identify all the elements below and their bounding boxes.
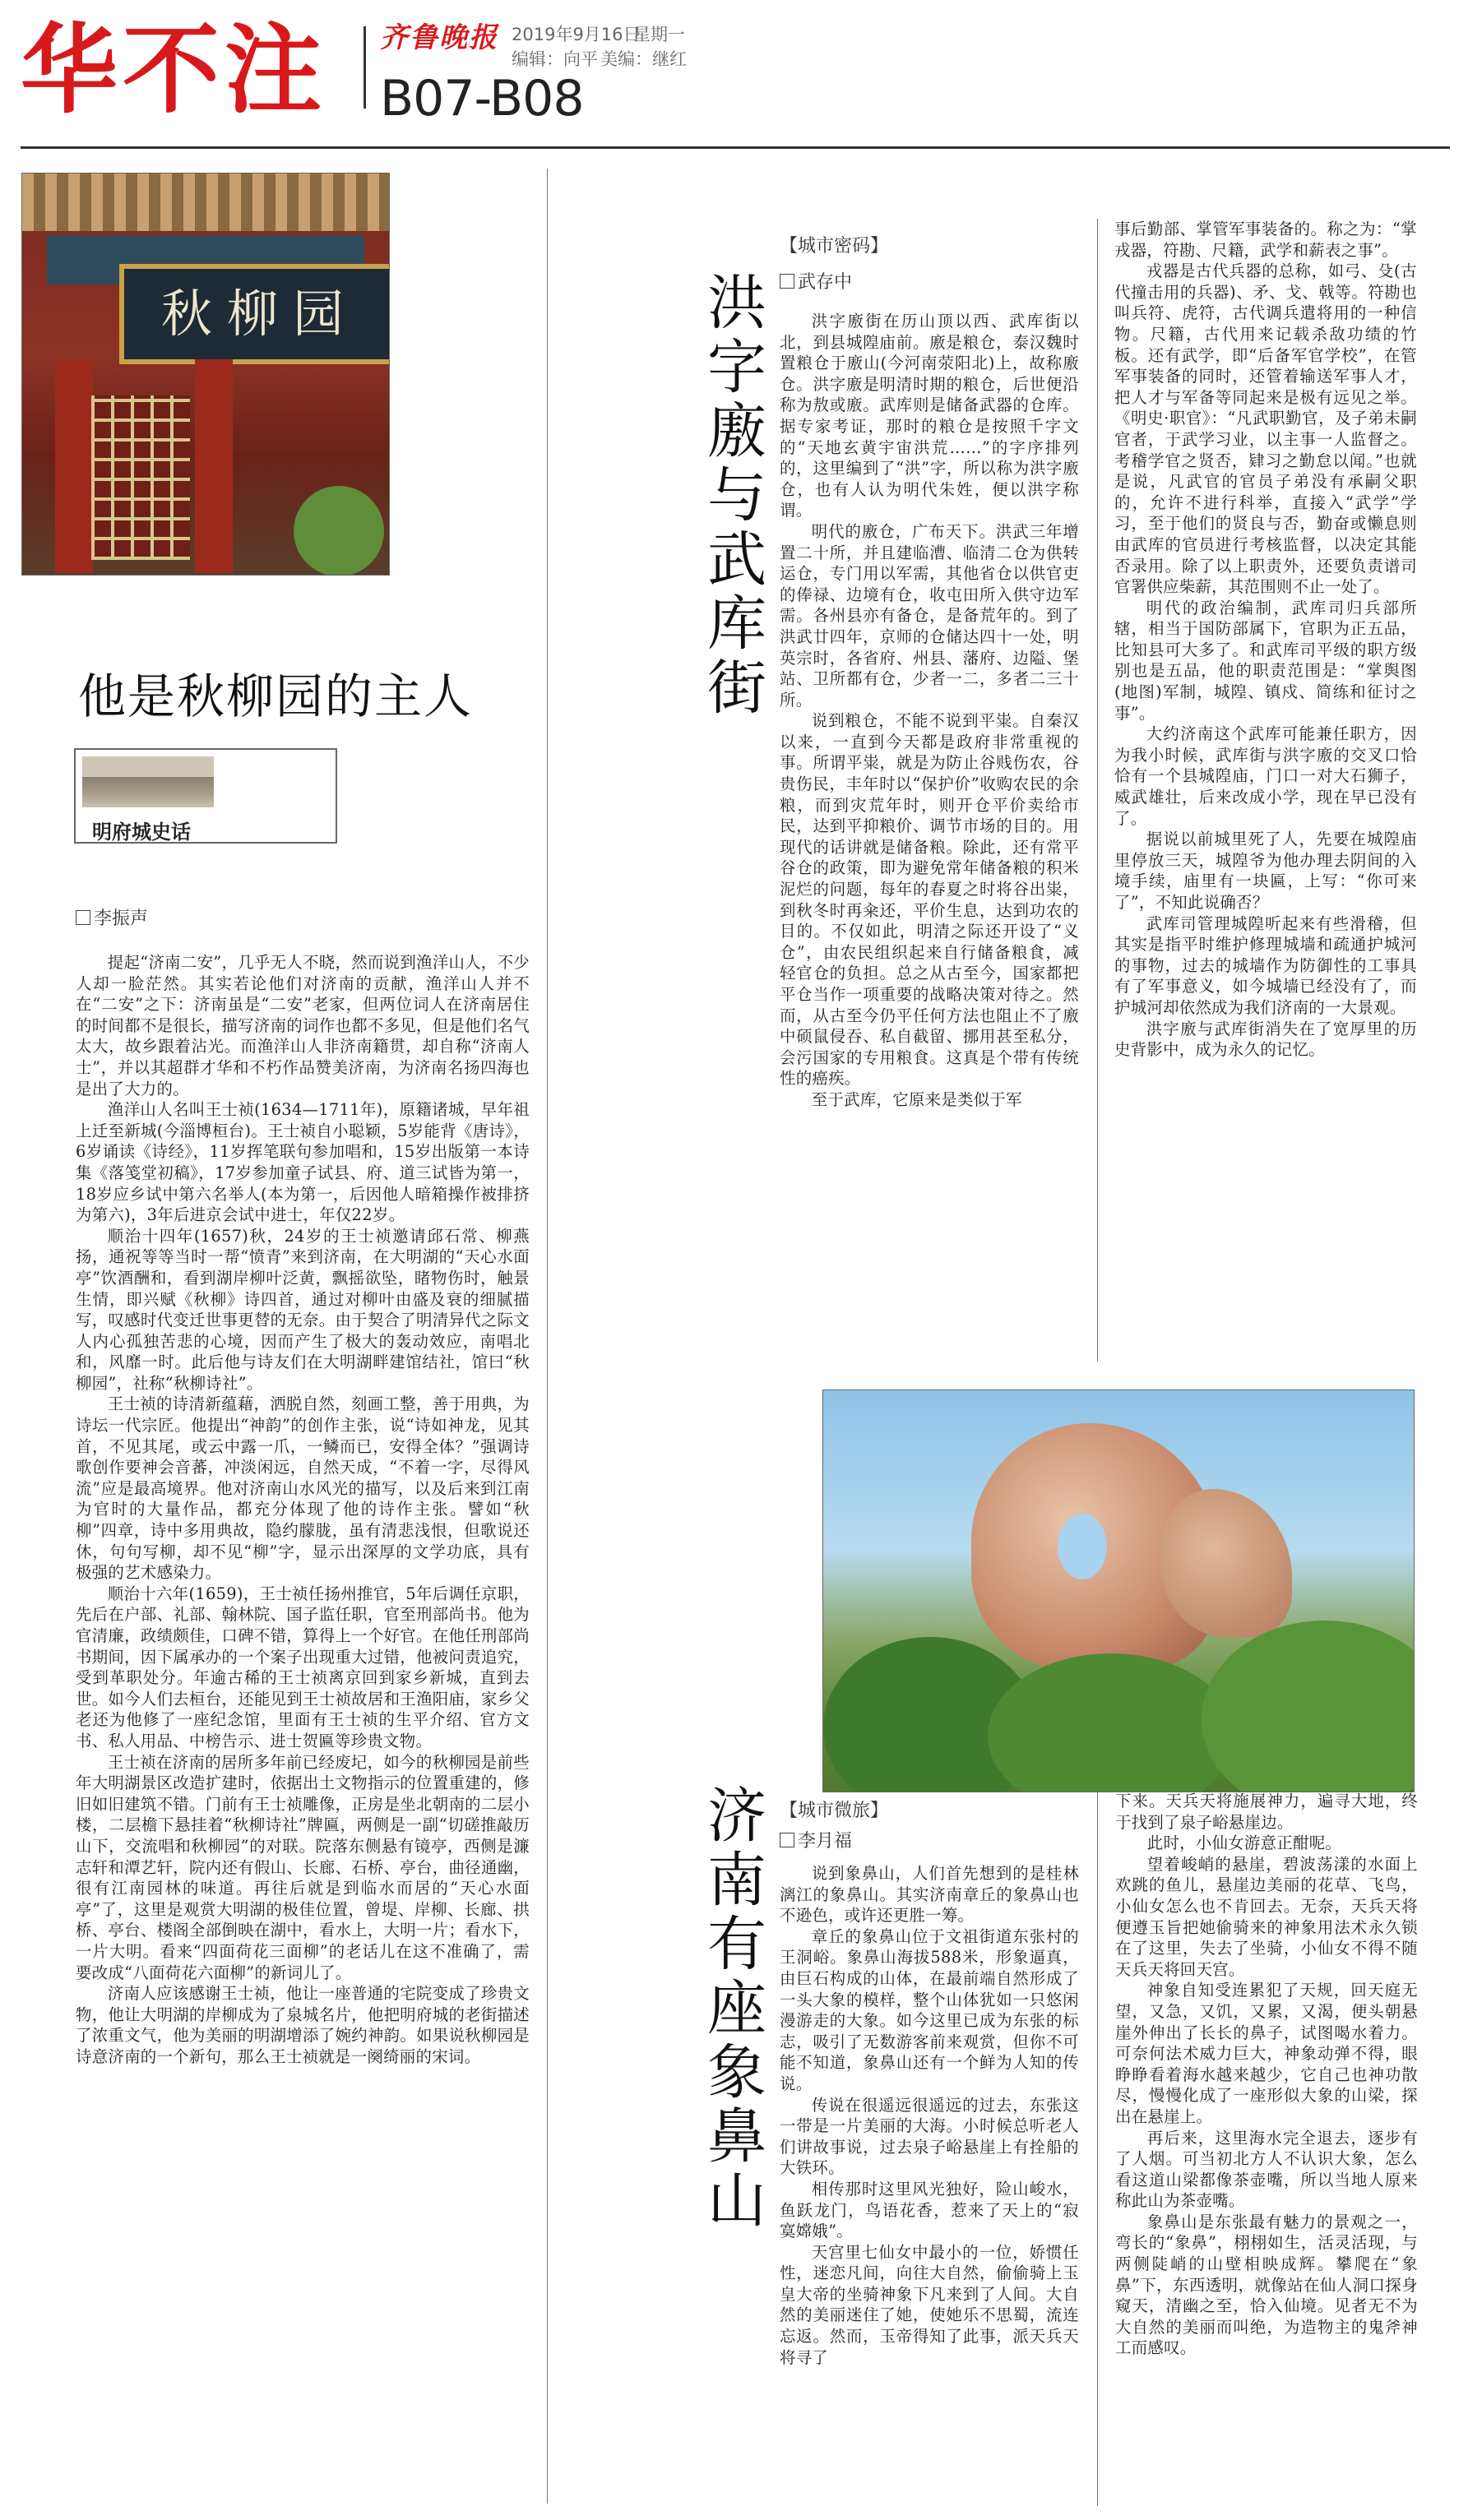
header-divider (364, 26, 366, 109)
article-body (76, 952, 530, 2498)
header-rule (21, 146, 1450, 149)
column-logo (74, 748, 337, 844)
column-separator (1097, 1791, 1098, 2506)
paragraph: 望着峻峭的悬崖，碧波荡漾的水面上欢跳的鱼儿，悬崖边美丽的花草、飞鸟，小仙女怎么也不肯回去。无奈，天兵天将便遵玉旨把她偷骑来的神象用法术永久锁在了这里，失去了坐骑，小仙女不得不随天兵天将回天宫。 (1115, 1854, 1418, 1979)
page-numbers: B07-B08 (380, 70, 584, 127)
section-title: 华不注 (21, 13, 327, 127)
column-tag: 【城市微旅】 (780, 1801, 889, 1821)
gate-pillar (195, 359, 233, 573)
issue-date: 2019年9月16日 (512, 25, 641, 44)
column-tag: 【城市密码】 (780, 236, 889, 257)
paragraph: 事后勤部、掌管军事装备的。称之为：“掌戎器，符勘、尺籍，武学和薪表之事”。 (1114, 220, 1417, 260)
tree (294, 486, 384, 576)
paragraph: 大约济南这个武库可能兼任职方，因为我小时候，武库街与洪字廒的交叉口恰恰有一个县城隍庙，门口一对大石狮子，威武雄壮，后来改成小学，现在早已没有了。 (1114, 724, 1417, 828)
author-name: 武存中 (798, 272, 853, 293)
paragraph: 据说以前城里死了人，先要在城隍庙里停放三天，城隍爷为他办理去阴间的入境手续，庙里有一块匾，上写：“你可来了”，不知此说确否？ (1114, 830, 1417, 912)
article-body-col2 (1115, 1791, 1418, 2506)
article-body-col1 (780, 311, 1079, 1332)
gate-plaque: 秋柳园 (119, 264, 390, 364)
editor-credit: 编辑：向平 (512, 49, 598, 69)
article-body-col1 (780, 1863, 1079, 2504)
paragraph: 顺治十六年(1659)，王士祯任扬州推官，5年后调任京职，先后在户部、礼部、翰林院、国子监任职，官至刑部尚书。他为官清廉，政绩颇佳，口碑不错，算得上一个好官。在他任刑部尚书期间，因下属承办的一个案子出现重大过错，他被问责追究，受到革职处分。年逾古稀的王士祯离京回到家乡新城，直到去世。如今人们去桓台，还能见到王士祯故居和王渔阳庙，家乡父老还为他修了一座纪念馆，里面有王士祯的生平介绍、官方文书、私人用品、中榜告示、进士贺匾等珍贵文物。 (76, 1584, 530, 1750)
article-body-col2 (1114, 219, 1417, 1363)
paragraph: 渔洋山人名叫王士祯(1634—1711年)，原籍诸城，早年祖上迁至新城(今淄博桓台)。王士祯自小聪颖，5岁能背《唐诗》，6岁诵读《诗经》，11岁挥笔联句参加唱和，15岁出版第一本诗集《落笺堂初稿》，17岁参加童子试县、府、道三试皆为第一，18岁应乡试中第六名举人(本为第一，后因他人暗箱操作被排挤为第六)，3年后进京会试中进士，年仅22岁。 (76, 1100, 530, 1225)
paragraph: 再后来，这里海水完全退去，逐步有了人烟。可当初北方人不认识大象，怎么看这道山梁都像茶壶嘴，所以当地人原来称此山为茶壶嘴。 (1115, 2128, 1418, 2211)
paragraph: 神象自知受连累犯了天规，回天庭无望，又急，又饥，又累，又渴，便头朝悬崖外伸出了长长的鼻子，试图喝水着力。可奈何法术威力巨大，神象动弹不得，眼睁睁看着海水越来越少，它自己也神功散尽，慢慢化成了一座形似大象的山梁，探出在悬崖上。 (1115, 1981, 1418, 2126)
article-title-vertical: 洪字廒与武库街 (697, 271, 766, 720)
byline (780, 268, 852, 294)
paragraph: 说到粮仓，不能不说到平粜。自秦汉以来，一直到今天都是政府非常重视的事。所谓平粜，就是为防止谷贱伤农，谷贵伤民，丰年时以“保护价”收购农民的余粮，而到灾荒年时，则开仓平价卖给市民，达到平抑粮价、调节市场的目的。用现代的话讲就是储备粮。除此，还有常平谷仓的政策，即为避免常年储备粮的积米泥烂的问题，每年的春夏之时将谷出粜，到秋冬时再籴还，平价生息，达到功农的目的。不仅如此，明清之际还开设了“义仓”，由农民组织起来自行储备粮食，减轻官仓的负担。总之从古至今，国家都把平仓当作一项重要的战略决策对待之。然而，从古至今仍平任何方法也阻止不了廒中硕鼠侵吞、私自截留、挪用甚至私分，会污国家的专用粮食。这真是个带有传统性的癌疾。 (780, 711, 1079, 1089)
issue-weekday: 星期一 (633, 25, 685, 44)
paragraph: 下来。天兵天将施展神力，遍寻大地，终于找到了泉子峪悬崖边。 (1115, 1792, 1418, 1832)
paragraph: 洪字廒与武库街消失在了宽厚里的历史背影中，成为永久的记忆。 (1114, 1019, 1417, 1060)
qiuliu-garden-gate-photo (21, 173, 390, 576)
gate-pillar (55, 359, 93, 573)
elephant-trunk-mountain-photo (822, 1389, 1415, 1792)
rock-arch (1058, 1514, 1107, 1579)
article-title-vertical: 济南有座象鼻山 (697, 1784, 766, 2233)
paper-logo: 齐鲁晚报 (380, 21, 498, 54)
gate-roof (22, 173, 389, 231)
byline-box-icon (76, 910, 90, 925)
paragraph: 相传那时这里风光独好，险山峻水，鱼跃龙门，鸟语花香，惹来了天上的“寂寞嫦娥”。 (780, 2179, 1079, 2241)
paragraph: 此时，小仙女游意正酣呢。 (1146, 1833, 1342, 1853)
paragraph: 提起“济南二安”，几乎无人不晓，然而说到渔洋山人，不少人却一脸茫然。其实若论他们对济南的贡献，渔洋山人并不在“二安”之下：济南虽是“二安”老家，但两位词人在济南居住的时间都不是很长，描写济南的词作也都不多见，但是他们名气太大，故乡跟着沾光。而渔洋山人非济南籍贯，却自称“济南人士”，并以其超群才华和不朽作品赞美济南，为济南名扬四海也是出了大力的。 (76, 953, 530, 1098)
paragraph: 戎器是古代兵器的总称，如弓、殳(古代撞击用的兵器)、矛、戈、戟等。符勘也叫兵符、虎符，古代调兵遣将用的一种信物。尺籍，古代用来记载杀敌功绩的竹板。还有武学，即“后备军官学校”，在管军事装备的同时，还管着输送军事人才，把人才与军备等同起来是极有远见之举。《明史·职官》：“凡武职勤官，及子弟未嗣官者，于武学习业，以主事一人监督之。考稽学官之贤否，肄习之勤怠以闻。”也就是说，凡武官的官员子弟没有承嗣父职的，允许不进行科举，直接入“武学”学习，至于他们的贤良与否，勤奋或懒息则由武库的官员进行考核监督，以决定其能否录用。除了以上职责外，还要负责谱司官署供应柴薪，其范围则不止一处了。 (1114, 261, 1417, 597)
byline-box-icon (780, 1833, 794, 1847)
byline-box-icon (780, 274, 794, 289)
byline (780, 1827, 852, 1852)
paragraph: 明代的政治编制，武库司归兵部所辖，相当于国防部属下，官职为正五品，比知县可大多了。和武库司平级的职方级别也是五品，他的职责范围是：“掌舆图(地图)军制，城隍、镇戍、简练和征讨之事”。 (1114, 598, 1417, 723)
bush (988, 1653, 1234, 1792)
paragraph: 王士祯的诗清新蕴藉，洒脱自然，刻画工整，善于用典，为诗坛一代宗匠。他提出“神韵”的创作主张，说“诗如神龙，见其首，不见其尾，或云中露一爪，一鳞而已，安得全体？”强调诗歌创作要神会音蕃，冲淡闲远，自然天成，“不着一字，尽得风流”应是最高境界。他对济南山水风光的描写，以及后来到江南为官时的大量作品，都充分体现了他的诗作主张。譬如“秋柳”四章，诗中多用典故，隐约朦胧，虽有清悲浅恨，但歌说还休，句句写柳，却不见“柳”字，显示出深厚的文学功底，具有极强的艺术感染力。 (76, 1394, 530, 1583)
paragraph: 洪字廒街在历山顶以西、武库街以北，到县城隍庙前。廒是粮仓，泰汉魏时置粮仓于廒山(今河南荥阳北)上，故称廒仓。洪字廒是明清时期的粮仓，后世便沿称为敖或廒。武库则是储备武器的仓库。据专家考证，那时的粮仓是按照千字文的“天地玄黄宇宙洪荒……”的字序排列的，这里编到了“洪”字，所以称为洪字廒仓，也有人认为明代朱姓，便以洪字称谓。 (780, 312, 1079, 520)
paragraph: 至于武库，它原来是类似于军 (811, 1089, 1022, 1109)
column-name: 明府城史话 (92, 821, 191, 844)
paragraph: 济南人应该感谢王士祯，他让一座普通的宅院变成了珍贵文物，他让大明湖的岸柳成为了泉城名片，他把明府城的老街描述了浓重文气，他为美丽的明湖增添了婉约神韵。如果说秋柳园是诗意济南的一个新句，那么王士祯就是一阕绮丽的宋词。 (76, 1984, 530, 2066)
paragraph: 王士祯在济南的居所多年前已经废圮，如今的秋柳园是前些年大明湖景区改造扩建时，依据出土文物指示的位置重建的，修旧如旧建筑不错。门前有王士祯雕像，正房是坐北朝南的二层小楼，二层檐下悬挂着“秋柳诗社”牌匾，两侧是一副“切磋推敲历山下，交流唱和秋柳园”的对联。院落东侧悬有镜亭，西侧是濂志轩和潭艺轩，院内还有假山、长廊、石桥、亭台，曲径通幽，很有江南园林的味道。再往后就是到临水而居的“天心水面亭”了，这里是观赏大明湖的极佳位置，曾堤、岸柳、长廊、拱桥、亭台、楼阁全部倒映在湖中，看水上，大明一片；看水下，一片大明。看来“四面荷花三面柳”的老话儿在这不准确了，需要改成“八面荷花六面柳”的新词儿了。 (76, 1752, 530, 1982)
author-name: 李振声 (94, 909, 149, 929)
paragraph: 明代的廒仓，广布天下。洪武三年增置二十所，并且建临漕、临清二仓为供转运仓，专门用以军需，其他省仓以供官吏的俸禄、边境有仓，收屯田所入供守边军需。各州县亦有备仓，是备荒年的。到了洪武廿四年，京师的仓储达四十一处，明英宗时，各省府、州县、藩府、边隘、堡站、卫所都有仓，少者一二，多者二三十所。 (780, 521, 1079, 710)
column-separator (547, 169, 548, 2504)
author-name: 李月福 (798, 1831, 853, 1852)
rock-formation (1160, 1489, 1292, 1637)
paragraph: 传说在很遥远很遥远的过去，东张这一带是一片美丽的大海。小时候总听老人们讲故事说，过去泉子峪悬崖上有拴船的大铁环。 (780, 2095, 1079, 2178)
column-logo-image (82, 756, 214, 807)
paragraph: 象鼻山是东张最有魅力的景观之一，弯长的“象鼻”，栩栩如生，活灵活现，与两侧陡峭的山壁相映成辉。攀爬在“象鼻”下，东西透明，就像站在仙人洞口探身窥天，清幽之至，恰入仙境。见者无不为大自然的美丽而叫绝，为造物主的鬼斧神工而感叹。 (1115, 2212, 1418, 2358)
paragraph: 天宫里七仙女中最小的一位，娇惯任性，迷恋凡间，向往大自然，偷偷骑上玉皇大帝的坐骑神象下凡来到了人间。大自然的美丽迷住了她，使她乐不思蜀，流连忘返。然而，玉帝得知了此事，派天兵天将寻了 (780, 2242, 1079, 2367)
byline (76, 904, 148, 930)
article-title: 他是秋柳园的主人 (78, 668, 474, 724)
gate-lattice (91, 395, 190, 560)
paragraph: 章丘的象鼻山位于文祖街道东张村的王洞峪。象鼻山海拔588米，形象逼真，由巨石构成的山体，在最前端自然形成了一头大象的模样，整个山体犹如一只悠闲漫游走的大象。如今这里已成为东张的标志，吸引了无数游客前来观赏，但你不可能不知道，象鼻山还有一个鲜为人知的传说。 (780, 1926, 1079, 2093)
paragraph: 说到象鼻山，人们首先想到的是桂林漓江的象鼻山。其实济南章丘的象鼻山也不逊色，或许还更胜一筹。 (780, 1864, 1079, 1926)
designer-credit: 美编：继红 (600, 49, 687, 69)
paragraph: 武库司管理城隍听起来有些滑稽，但其实是指平时维护修理城墙和疏通护城河的事物，过去的城墙作为防御性的工事具有了军事意义，如今城墙已经没有了，而护城河却依然成为我们济南的一大景观。 (1114, 913, 1417, 1017)
paragraph: 顺治十四年(1657)秋，24岁的王士祯邀请邱石常、柳燕扬，通祝等等当时一帮“愤青”来到济南，在大明湖的“天心水面亭”饮酒酬和，看到湖岸柳叶泛黄，飘摇欲坠，睹物伤时，触景生情，即兴赋《秋柳》诗四首，通过对柳叶由盛及衰的细腻描写，叹感时代变迁世事更替的无奈。由于契合了明清异代之际文人内心孤独苦悲的心境，因而产生了极大的轰动效应，南唱北和，风靡一时。此后他与诗友们在大明湖畔建馆结社，馆曰“秋柳园”，社称“秋柳诗社”。 (76, 1226, 530, 1393)
column-separator (1097, 219, 1098, 1362)
bush (1202, 1621, 1415, 1792)
